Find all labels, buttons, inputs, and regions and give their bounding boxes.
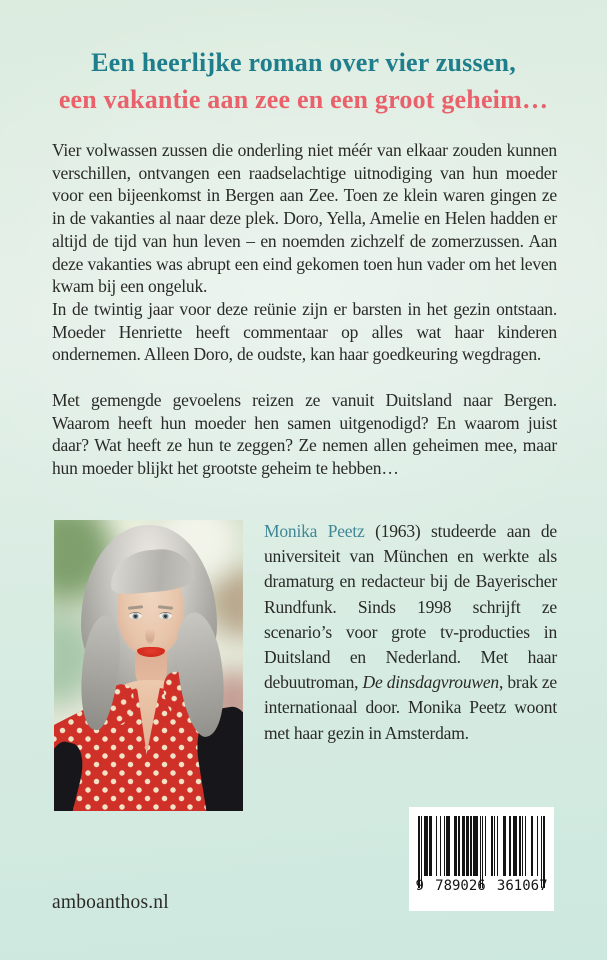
blurb	[52, 139, 557, 480]
blurb-paragraph-1: Vier volwassen zussen die onderling niet méér van elkaar zouden kunnen verschillen, ontvangen een raadselachtige uitnodiging van hun moeder voor een bijeenkomst in Bergen aan Zee. Toen ze klein waren gingen ze in de vakanties al naar deze plek. Doro, Yella, Amelie en Helen hadden er altijd de tijd van hun leven – en noemden zichzelf de zomerzussen. Aan deze vakanties was abrupt een eind gekomen toen hun vader om het leven kwam bij een ongeluk.	[52, 140, 557, 297]
barcode-digit-group-3: 361067	[496, 878, 548, 894]
tagline	[0, 44, 607, 118]
photo-eye-left	[129, 612, 142, 619]
bio-segment: (1963) studeerde aan de universiteit van München en werkte als dramaturg en redacteur bij de Bayerischer Rundfunk. Sinds 1998 schrijft ze scenario’s voor grote tv-producties in Duitsland en Nederland. Met haar debuutroman,	[264, 521, 557, 693]
blurb-paragraph-2: In de twintig jaar voor deze reünie zijn er barsten in het gezin ontstaan. Moeder Henriette heeft commentaar op alles wat haar kinderen ondernemen. Alleen Doro, de oudste, kan haar goedkeuring wegdragen.	[52, 298, 557, 365]
photo-nose	[145, 618, 155, 644]
photo-eye-right	[159, 612, 172, 619]
blurb-paragraph-3: Met gemengde gevoelens reizen ze vanuit Duitsland naar Bergen. Waarom heeft hun moeder hen samen uitgenodigd? En waarom juist daar? Wat heeft ze hun te zeggen? Ze nemen allen geheimen mee, maar hun moeder blijkt het grootste geheim te hebben…	[52, 390, 557, 479]
author-photo	[54, 520, 243, 811]
tagline-line-1: Een heerlijke roman over vier zussen,	[91, 48, 516, 77]
barcode-digit-group-1: 9	[415, 878, 424, 894]
barcode	[409, 807, 554, 911]
barcode-digit-group-2: 789026	[435, 878, 486, 894]
barcode-digits	[416, 879, 548, 893]
tagline-line-2: een vakantie aan zee en een groot geheim…	[58, 85, 549, 114]
publisher-url: amboanthos.nl	[52, 892, 169, 913]
bio-segment: Monika Peetz	[264, 521, 365, 541]
author-bio	[264, 519, 557, 746]
bio-segment: De dinsdagvrouwen	[362, 672, 499, 693]
bio-segment: , brak ze internationaal door. Monika Peetz woont met haar gezin in Amsterdam.	[264, 672, 557, 743]
